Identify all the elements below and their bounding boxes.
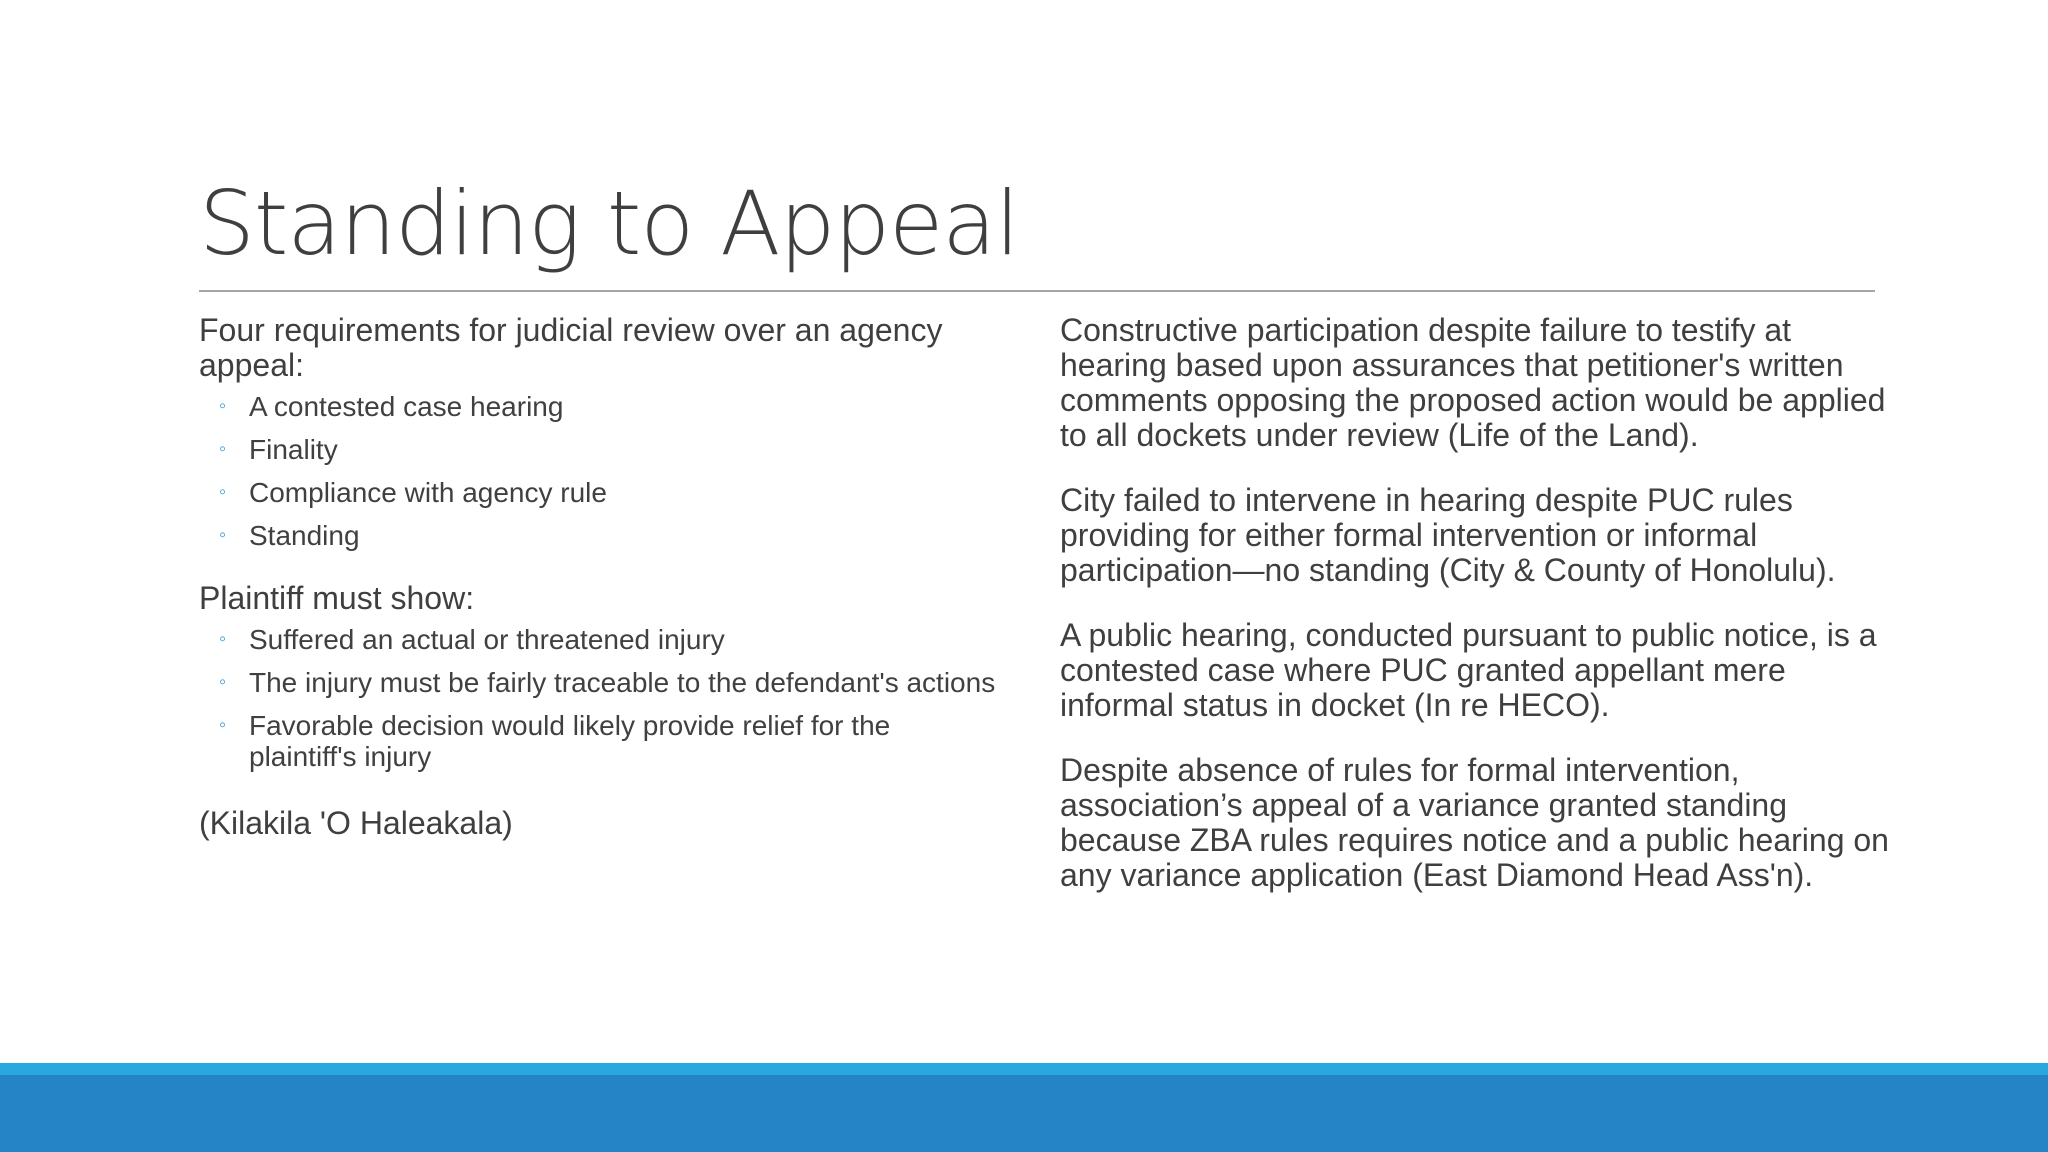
- bullet-icon: ◦: [219, 714, 227, 736]
- case-paragraph: Despite absence of rules for formal intervention, association’s appeal of a variance granted standing because ZBA rules requires notice and a public hearing on any variance application (East Diamond Head Ass'n).: [1060, 752, 1889, 893]
- list-item: ◦ Favorable decision would likely provide relief for the plaintiff's injury: [219, 710, 891, 772]
- requirements-intro: Four requirements for judicial review over an agency appeal:: [199, 312, 943, 383]
- slide-title: Standing to Appeal: [199, 172, 1019, 275]
- left-column: [199, 313, 999, 841]
- citation: (Kilakila 'O Haleakala): [199, 805, 513, 841]
- list-item: ◦ Finality: [219, 434, 338, 465]
- bullet-icon: ◦: [219, 524, 227, 546]
- bullet-icon: ◦: [219, 438, 227, 460]
- requirements-list: [199, 391, 999, 551]
- bullet-icon: ◦: [219, 395, 227, 417]
- footer-band-light: [0, 1063, 2048, 1075]
- right-column: [1060, 313, 1895, 923]
- plaintiff-list: [199, 624, 999, 772]
- bullet-icon: ◦: [219, 628, 227, 650]
- bullet-icon: ◦: [219, 671, 227, 693]
- list-item: ◦ Standing: [219, 520, 360, 551]
- title-divider: [199, 290, 1875, 292]
- case-paragraph: City failed to intervene in hearing despite PUC rules providing for either formal intervention or informal participation—no standing (City & County of Honolulu).: [1060, 482, 1836, 588]
- list-item: ◦ A contested case hearing: [219, 391, 564, 422]
- list-item: ◦ The injury must be fairly traceable to the defendant's actions: [219, 667, 996, 698]
- list-item: ◦ Suffered an actual or threatened injury: [219, 624, 725, 655]
- bullet-icon: ◦: [219, 481, 227, 503]
- footer-band-dark: [0, 1075, 2048, 1152]
- case-paragraph: Constructive participation despite failure to testify at hearing based upon assurances that petitioner's written comments opposing the proposed action would be applied to all dockets under review (Life of the Land).: [1060, 312, 1886, 453]
- case-paragraph: A public hearing, conducted pursuant to public notice, is a contested case where PUC granted appellant mere informal status in docket (In re HECO).: [1060, 617, 1877, 723]
- list-item: ◦ Compliance with agency rule: [219, 477, 607, 508]
- plaintiff-intro: Plaintiff must show:: [199, 580, 475, 616]
